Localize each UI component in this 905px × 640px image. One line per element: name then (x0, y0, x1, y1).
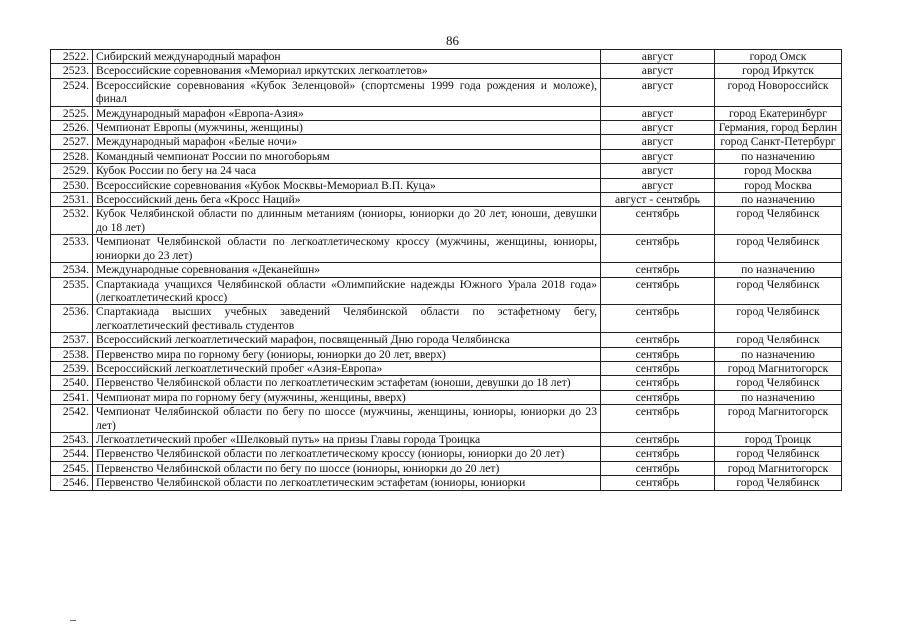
event-month: август (601, 121, 715, 135)
table-row (51, 461, 842, 475)
event-place: город Новороссийск (715, 78, 842, 106)
row-number: 2537. (51, 333, 93, 347)
table-row (51, 263, 842, 277)
event-place: город Челябинск (715, 376, 842, 390)
table-row (51, 149, 842, 163)
event-place: город Магнитогорск (715, 461, 842, 475)
event-month: сентябрь (601, 333, 715, 347)
event-place: город Челябинск (715, 277, 842, 305)
event-place: город Иркутск (715, 64, 842, 78)
event-name: Всероссийский день бега «Кросс Наций» (93, 193, 601, 207)
table-row (51, 476, 842, 490)
event-name: Всероссийские соревнования «Кубок Зеленцовой» (спортсмены 1999 года рождения и моложе), финал (93, 78, 601, 106)
event-name: Легкоатлетический пробег «Шелковый путь» на призы Главы города Троицка (93, 432, 601, 446)
row-number: 2538. (51, 347, 93, 361)
event-month: август (601, 164, 715, 178)
row-number: 2532. (51, 207, 93, 235)
row-number: 2531. (51, 193, 93, 207)
row-number: 2527. (51, 135, 93, 149)
event-month: сентябрь (601, 432, 715, 446)
table-row (51, 78, 842, 106)
row-number: 2526. (51, 121, 93, 135)
event-name: Первенство Челябинской области по легкоатлетическому кроссу (юниоры, юниорки до 20 лет) (93, 447, 601, 461)
event-place: по назначению (715, 193, 842, 207)
event-name: Первенство Челябинской области по легкоатлетическим эстафетам (юноши, девушки до 18 лет) (93, 376, 601, 390)
row-number: 2535. (51, 277, 93, 305)
event-month: сентябрь (601, 277, 715, 305)
event-month: август (601, 64, 715, 78)
page-number: 86 (446, 33, 459, 48)
row-number: 2545. (51, 461, 93, 475)
event-name: Всероссийский легкоатлетический пробег «Азия-Европа» (93, 361, 601, 375)
event-place: город Челябинск (715, 235, 842, 263)
event-name: Спартакиада высших учебных заведений Челябинской области по эстафетному бегу, легкоатлетический фестиваль студентов (93, 305, 601, 333)
row-number: 2524. (51, 78, 93, 106)
event-month: сентябрь (601, 461, 715, 475)
event-month: сентябрь (601, 390, 715, 404)
row-number: 2533. (51, 235, 93, 263)
event-place: по назначению (715, 149, 842, 163)
table-row (51, 305, 842, 333)
event-month: сентябрь (601, 476, 715, 490)
event-place: город Челябинск (715, 207, 842, 235)
event-place: город Москва (715, 178, 842, 192)
events-table-body (51, 50, 842, 491)
event-place: город Магнитогорск (715, 361, 842, 375)
event-month: сентябрь (601, 207, 715, 235)
event-name: Чемпионат Европы (мужчины, женщины) (93, 121, 601, 135)
event-name: Чемпионат Челябинской области по легкоатлетическому кроссу (мужчины, женщины, юниоры, юниорки до 23 лет) (93, 235, 601, 263)
table-row (51, 405, 842, 433)
table-row (51, 376, 842, 390)
event-name: Первенство Челябинской области по бегу по шоссе (юниоры, юниорки до 20 лет) (93, 461, 601, 475)
table-row (51, 207, 842, 235)
table-row (51, 64, 842, 78)
row-number: 2544. (51, 447, 93, 461)
event-month: сентябрь (601, 447, 715, 461)
table-row (51, 121, 842, 135)
event-name: Кубок Челябинской области по длинным метаниям (юниоры, юниорки до 20 лет, юноши, девушки до 18 лет) (93, 207, 601, 235)
event-name: Сибирский международный марафон (93, 50, 601, 64)
row-number: 2542. (51, 405, 93, 433)
table-row (51, 50, 842, 64)
event-place: город Троицк (715, 432, 842, 446)
event-place: по назначению (715, 263, 842, 277)
event-name: Международный марафон «Белые ночи» (93, 135, 601, 149)
event-name: Спартакиада учащихся Челябинской области «Олимпийские надежды Южного Урала 2018 года» (легкоатлетический кросс) (93, 277, 601, 305)
row-number: 2543. (51, 432, 93, 446)
event-name: Командный чемпионат России по многоборьям (93, 149, 601, 163)
event-place: город Москва (715, 164, 842, 178)
row-number: 2528. (51, 149, 93, 163)
event-place: по назначению (715, 390, 842, 404)
row-number: 2546. (51, 476, 93, 490)
event-place: город Челябинск (715, 476, 842, 490)
event-name: Первенство Челябинской области по легкоатлетическим эстафетам (юниоры, юниорки (93, 476, 601, 490)
event-name: Первенство мира по горному бегу (юниоры, юниорки до 20 лет, вверх) (93, 347, 601, 361)
row-number: 2523. (51, 64, 93, 78)
row-number: 2539. (51, 361, 93, 375)
event-month: август (601, 50, 715, 64)
event-place: город Екатеринбург (715, 106, 842, 120)
row-number: 2530. (51, 178, 93, 192)
event-month: сентябрь (601, 263, 715, 277)
table-row (51, 432, 842, 446)
event-place: город Челябинск (715, 305, 842, 333)
event-name: Кубок России по бегу на 24 часа (93, 164, 601, 178)
table-row (51, 447, 842, 461)
events-table (50, 49, 842, 491)
event-month: сентябрь (601, 347, 715, 361)
row-number: 2534. (51, 263, 93, 277)
event-name: Международные соревнования «Деканейшн» (93, 263, 601, 277)
event-month: август (601, 78, 715, 106)
table-row (51, 390, 842, 404)
event-place: по назначению (715, 347, 842, 361)
event-name: Чемпионат Челябинской области по бегу по шоссе (мужчины, женщины, юниоры, юниорки до 23 лет) (93, 405, 601, 433)
row-number: 2536. (51, 305, 93, 333)
event-name: Всероссийский легкоатлетический марафон, посвященный Дню города Челябинска (93, 333, 601, 347)
event-name: Международный марафон «Европа-Азия» (93, 106, 601, 120)
table-row (51, 193, 842, 207)
row-number: 2525. (51, 106, 93, 120)
event-place: Германия, город Берлин (715, 121, 842, 135)
row-number: 2541. (51, 390, 93, 404)
row-number: 2529. (51, 164, 93, 178)
event-month: сентябрь (601, 305, 715, 333)
event-place: город Санкт-Петербург (715, 135, 842, 149)
event-place: город Челябинск (715, 333, 842, 347)
event-month: август (601, 106, 715, 120)
row-number: 2540. (51, 376, 93, 390)
event-place: город Омск (715, 50, 842, 64)
event-month: август (601, 135, 715, 149)
table-row (51, 235, 842, 263)
scan-mark (70, 620, 76, 621)
table-row (51, 135, 842, 149)
table-row (51, 164, 842, 178)
event-name: Всероссийские соревнования «Кубок Москвы-Мемориал В.П. Куца» (93, 178, 601, 192)
event-month: август - сентябрь (601, 193, 715, 207)
event-place: город Магнитогорск (715, 405, 842, 433)
table-row (51, 333, 842, 347)
table-row (51, 178, 842, 192)
table-row (51, 347, 842, 361)
event-place: город Челябинск (715, 447, 842, 461)
event-month: сентябрь (601, 405, 715, 433)
event-month: сентябрь (601, 361, 715, 375)
table-row (51, 361, 842, 375)
table-row (51, 106, 842, 120)
event-month: август (601, 178, 715, 192)
event-name: Всероссийские соревнования «Мемориал иркутских легкоатлетов» (93, 64, 601, 78)
event-month: сентябрь (601, 376, 715, 390)
event-month: сентябрь (601, 235, 715, 263)
event-month: август (601, 149, 715, 163)
row-number: 2522. (51, 50, 93, 64)
event-name: Чемпионат мира по горному бегу (мужчины, женщины, вверх) (93, 390, 601, 404)
table-row (51, 277, 842, 305)
